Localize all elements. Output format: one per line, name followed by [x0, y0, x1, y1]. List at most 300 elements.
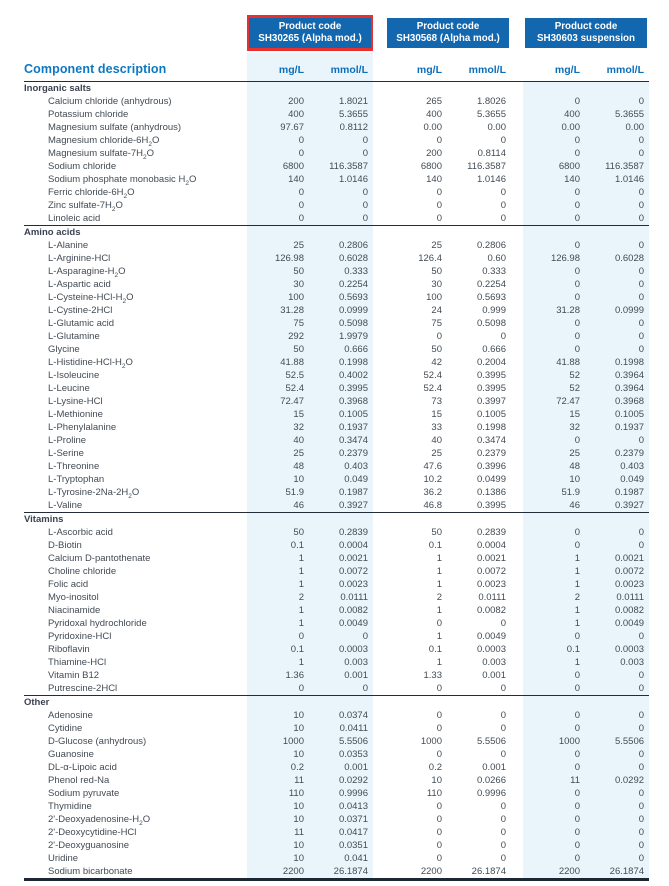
value-cell: 0.2806: [476, 240, 506, 251]
value-cell: 5.3655: [476, 109, 506, 120]
value-cell: 0.8112: [309, 121, 373, 134]
column-gap: [511, 617, 523, 630]
component-name-cell: DL-α-Lipoic acid: [48, 762, 117, 773]
component-name-cell: Uridine: [48, 853, 79, 864]
component-name-cell: Magnesium sulfate-$7H_2O$: [48, 148, 155, 160]
value-cell: 1.36: [247, 669, 309, 682]
empty-cell: [247, 513, 309, 527]
table-row: [24, 630, 649, 643]
value-cell: 0.666: [482, 344, 506, 355]
component-name-cell: L-Arginine-HCl: [48, 253, 111, 264]
column-gap: [511, 578, 523, 591]
value-cell: 52.4: [423, 383, 442, 394]
value-cell: 0.3927: [585, 499, 649, 513]
component-name-cell: Pyridoxal hydrochloride: [48, 618, 147, 629]
value-cell: 0: [247, 186, 309, 199]
component-name-cell: L-Glutamine: [48, 331, 100, 342]
column-gap: [511, 95, 523, 108]
value-cell: 25: [431, 240, 442, 251]
table-row: [24, 291, 649, 304]
value-cell: 0.003: [585, 656, 649, 669]
column-gap: [373, 278, 385, 291]
value-cell: 75: [431, 318, 442, 329]
value-cell: 0: [247, 199, 309, 212]
value-cell: 0.0004: [309, 539, 373, 552]
unit-label-p3-mmol: mmol/L: [606, 64, 645, 76]
value-cell: 0.5693: [476, 292, 506, 303]
value-cell: 1: [436, 579, 442, 590]
value-cell: 0: [247, 134, 309, 147]
empty-cell: [385, 226, 447, 240]
value-cell: 2: [523, 591, 585, 604]
column-gap: [511, 800, 523, 813]
empty-cell: [385, 696, 447, 710]
value-cell: 0.5098: [476, 318, 506, 329]
value-cell: 0: [523, 239, 585, 252]
value-cell: 0: [500, 213, 506, 224]
column-gap: [511, 291, 523, 304]
column-gap: [511, 656, 523, 669]
column-gap: [511, 460, 523, 473]
column-gap: [511, 787, 523, 800]
value-cell: 25: [523, 447, 585, 460]
value-cell: 292: [247, 330, 309, 343]
value-cell: 0: [585, 539, 649, 552]
component-name-cell: L-Isoleucine: [48, 370, 100, 381]
value-cell: 6800: [523, 160, 585, 173]
value-cell: 1000: [247, 735, 309, 748]
empty-cell: [309, 513, 373, 527]
value-cell: 97.67: [247, 121, 309, 134]
value-cell: 0: [500, 618, 506, 629]
table-row: [24, 761, 649, 774]
value-cell: 5.5506: [585, 735, 649, 748]
value-cell: 0: [500, 331, 506, 342]
value-cell: 0: [500, 749, 506, 760]
empty-cell: [447, 226, 511, 240]
value-cell: 0.0004: [476, 540, 506, 551]
value-cell: 0.2004: [476, 357, 506, 368]
column-gap: [373, 539, 385, 552]
value-cell: 0: [309, 212, 373, 226]
column-gap: [511, 356, 523, 369]
component-name-cell: Magnesium chloride-$6H_2O$: [48, 135, 160, 147]
column-gap: [511, 186, 523, 199]
component-name-cell: Putrescine-2HCl: [48, 683, 118, 694]
table-row: [24, 408, 649, 421]
value-cell: 0.2806: [309, 239, 373, 252]
value-cell: 0: [523, 709, 585, 722]
column-gap: [511, 134, 523, 147]
value-cell: 50: [431, 266, 442, 277]
column-gap: [511, 82, 523, 96]
column-gap: [373, 473, 385, 486]
value-cell: 0.1: [523, 643, 585, 656]
value-cell: 0: [247, 630, 309, 643]
column-gap: [511, 591, 523, 604]
value-cell: 0: [523, 291, 585, 304]
table-row: [24, 95, 649, 108]
value-cell: 1: [523, 552, 585, 565]
value-cell: 0.2379: [585, 447, 649, 460]
value-cell: 0.0082: [309, 604, 373, 617]
value-cell: 1.8021: [309, 95, 373, 108]
column-gap: [373, 395, 385, 408]
value-cell: 0.0021: [476, 553, 506, 564]
column-gap: [511, 147, 523, 160]
value-cell: 0: [523, 748, 585, 761]
product-3-code-value: SH30603 suspension: [537, 33, 636, 44]
value-cell: 0.8114: [477, 148, 506, 159]
column-gap: [511, 748, 523, 761]
value-cell: 0: [585, 317, 649, 330]
value-cell: 0.3996: [476, 461, 506, 472]
value-cell: 0.5693: [309, 291, 373, 304]
empty-cell: [523, 696, 585, 710]
table-row: [24, 539, 649, 552]
value-cell: 33: [431, 422, 442, 433]
value-cell: 0: [500, 801, 506, 812]
value-cell: 40: [431, 435, 442, 446]
value-cell: 0: [585, 434, 649, 447]
value-cell: 0.0049: [476, 631, 506, 642]
table-row: [24, 748, 649, 761]
value-cell: 0.0999: [585, 304, 649, 317]
value-cell: 1000: [420, 736, 442, 747]
component-name-cell: Thymidine: [48, 801, 92, 812]
column-gap: [373, 800, 385, 813]
value-cell: 0.0003: [309, 643, 373, 656]
component-name-cell: Calcium chloride (anhydrous): [48, 96, 172, 107]
value-cell: 0.3927: [309, 499, 373, 513]
value-cell: 0.003: [482, 657, 506, 668]
column-gap: [511, 682, 523, 696]
component-name-cell: L-Proline: [48, 435, 87, 446]
value-cell: 32: [247, 421, 309, 434]
table-row: [24, 343, 649, 356]
value-cell: 0: [585, 748, 649, 761]
value-cell: 0: [523, 526, 585, 539]
component-name-cell: Guanosine: [48, 749, 94, 760]
value-cell: 0: [436, 187, 442, 198]
value-cell: 11: [247, 826, 309, 839]
value-cell: 0.0111: [309, 591, 373, 604]
value-cell: 73: [431, 396, 442, 407]
value-cell: 0.0413: [309, 800, 373, 813]
table-row: [24, 499, 649, 513]
value-cell: 0.6028: [585, 252, 649, 265]
value-cell: 0: [436, 814, 442, 825]
unit-label-p2-mg: mg/L: [416, 64, 442, 76]
table-row: [24, 147, 649, 160]
value-cell: 31.28: [247, 304, 309, 317]
component-name-cell: Folic acid: [48, 579, 89, 590]
value-cell: 52: [523, 369, 585, 382]
value-cell: 116.3587: [585, 160, 649, 173]
component-name-cell: Vitamin B12: [48, 670, 100, 681]
column-gap: [373, 53, 385, 82]
value-cell: 0.3995: [476, 383, 506, 394]
value-cell: 0.0072: [476, 566, 506, 577]
value-cell: 0.3964: [585, 369, 649, 382]
value-cell: 0: [523, 787, 585, 800]
value-cell: 0: [436, 840, 442, 851]
value-cell: 0.1987: [585, 486, 649, 499]
value-cell: 0: [436, 200, 442, 211]
value-cell: 1.0146: [309, 173, 373, 186]
column-gap: [373, 460, 385, 473]
column-gap: [373, 265, 385, 278]
component-name-cell: 2'-Deoxyguanosine: [48, 840, 130, 851]
empty-cell: [385, 82, 447, 96]
value-cell: 0: [523, 761, 585, 774]
value-cell: 10: [431, 775, 442, 786]
value-cell: 0: [500, 187, 506, 198]
value-cell: 0: [585, 291, 649, 304]
value-cell: 1: [523, 578, 585, 591]
column-gap: [373, 486, 385, 499]
column-gap: [373, 199, 385, 212]
value-cell: 30: [431, 279, 442, 290]
value-cell: 0.1998: [309, 356, 373, 369]
column-gap: [511, 369, 523, 382]
value-cell: 126.98: [523, 252, 585, 265]
column-gap: [373, 591, 385, 604]
value-cell: 0.3997: [476, 396, 506, 407]
column-gap: [373, 447, 385, 460]
component-name-cell: Niacinamide: [48, 605, 101, 616]
unit-header-row: [24, 53, 649, 82]
table-row: [24, 800, 649, 813]
value-cell: 0: [523, 722, 585, 735]
value-cell: 10: [247, 473, 309, 486]
column-gap: [511, 826, 523, 839]
table-row: [24, 682, 649, 696]
value-cell: 50: [247, 265, 309, 278]
value-cell: 10: [523, 473, 585, 486]
value-cell: 0.1937: [309, 421, 373, 434]
table-row: [24, 565, 649, 578]
value-cell: 0: [523, 343, 585, 356]
value-cell: 0: [523, 330, 585, 343]
value-cell: 0.9996: [476, 788, 506, 799]
value-cell: 0: [585, 212, 649, 226]
value-cell: 0.1937: [585, 421, 649, 434]
value-cell: 0.1: [428, 540, 442, 551]
table-row: [24, 278, 649, 291]
component-name-cell: L-Alanine: [48, 240, 89, 251]
value-cell: 0: [585, 343, 649, 356]
value-cell: 0: [585, 709, 649, 722]
column-gap: [511, 709, 523, 722]
value-cell: 48: [247, 460, 309, 473]
column-gap: [373, 147, 385, 160]
section-header-row: [24, 696, 649, 710]
column-gap: [511, 486, 523, 499]
column-gap: [373, 304, 385, 317]
column-gap: [373, 578, 385, 591]
value-cell: 0: [585, 265, 649, 278]
value-cell: 0: [523, 147, 585, 160]
empty-cell: [523, 513, 585, 527]
column-gap: [511, 669, 523, 682]
column-gap: [511, 552, 523, 565]
value-cell: 46: [247, 499, 309, 513]
column-gap: [373, 160, 385, 173]
value-cell: 75: [247, 317, 309, 330]
value-cell: 400: [247, 108, 309, 121]
value-cell: 0.0023: [585, 578, 649, 591]
unit-label-p2-mmol: mmol/L: [468, 64, 506, 76]
value-cell: 1.8026: [476, 96, 506, 107]
table-row: [24, 460, 649, 473]
value-cell: 0: [436, 749, 442, 760]
component-name-cell: L-Tryptophan: [48, 474, 105, 485]
column-gap: [373, 748, 385, 761]
value-cell: 0.3995: [309, 382, 373, 395]
column-gap: [511, 212, 523, 226]
value-cell: 0.1987: [309, 486, 373, 499]
column-gap: [373, 369, 385, 382]
column-gap: [511, 774, 523, 787]
value-cell: 10: [247, 839, 309, 852]
table-row: [24, 826, 649, 839]
component-name-cell: L-Lysine-HCl: [48, 396, 103, 407]
value-cell: 0.999: [482, 305, 506, 316]
value-cell: 0: [523, 539, 585, 552]
value-cell: 1: [247, 656, 309, 669]
unit-label-p1-mg: mg/L: [247, 53, 309, 82]
value-cell: 116.3587: [309, 160, 373, 173]
value-cell: 0: [523, 186, 585, 199]
value-cell: 0.2839: [476, 527, 506, 538]
column-gap: [511, 160, 523, 173]
column-gap: [373, 722, 385, 735]
value-cell: 50: [431, 527, 442, 538]
value-cell: 1.33: [423, 670, 442, 681]
value-cell: 140: [247, 173, 309, 186]
product-3-code-label: Product code: [554, 20, 618, 32]
value-cell: 0: [585, 839, 649, 852]
column-gap: [373, 212, 385, 226]
product-header-cell-2: [385, 15, 511, 53]
column-gap: [373, 291, 385, 304]
component-name-cell: L-Ascorbic acid: [48, 527, 113, 538]
value-cell: 0.3968: [309, 395, 373, 408]
value-cell: 0.0499: [476, 474, 506, 485]
value-cell: 41.88: [523, 356, 585, 369]
value-cell: 0: [247, 682, 309, 696]
empty-cell: [385, 513, 447, 527]
value-cell: 0: [309, 682, 373, 696]
value-cell: 50: [247, 343, 309, 356]
value-cell: 31.28: [523, 304, 585, 317]
component-name-cell: D-Biotin: [48, 540, 82, 551]
column-gap: [373, 434, 385, 447]
value-cell: 15: [431, 409, 442, 420]
value-cell: 1: [436, 631, 442, 642]
value-cell: 0.001: [309, 761, 373, 774]
table-row: [24, 722, 649, 735]
value-cell: 2: [436, 592, 442, 603]
component-name-cell: Sodium chloride: [48, 161, 117, 172]
table-row: [24, 578, 649, 591]
component-name-cell: Sodium phosphate monobasic $H_2O$: [48, 174, 197, 186]
value-cell: 0: [585, 95, 649, 108]
component-name-cell: Glycine: [48, 344, 80, 355]
section-title: Inorganic salts: [24, 82, 247, 96]
value-cell: 1: [247, 578, 309, 591]
value-cell: 6800: [247, 160, 309, 173]
column-gap: [373, 552, 385, 565]
component-name-cell: $2'-Deoxyadenosine-H_2O$: [48, 814, 151, 826]
column-gap: [511, 604, 523, 617]
value-cell: 0.0049: [309, 617, 373, 630]
value-cell: 0.0021: [309, 552, 373, 565]
component-name-cell: 2'-Deoxycytidine-HCl: [48, 827, 137, 838]
value-cell: 32: [523, 421, 585, 434]
value-cell: 100: [426, 292, 442, 303]
value-cell: 0.1005: [585, 408, 649, 421]
value-cell: 0: [309, 134, 373, 147]
component-name-cell: Cytidine: [48, 723, 83, 734]
value-cell: 0.2: [247, 761, 309, 774]
value-cell: 110: [247, 787, 309, 800]
value-cell: 0.333: [482, 266, 506, 277]
value-cell: 0.3968: [585, 395, 649, 408]
component-name-cell: L-Valine: [48, 500, 83, 511]
column-gap: [373, 852, 385, 865]
column-gap: [373, 761, 385, 774]
value-cell: 2: [247, 591, 309, 604]
component-description-label: Component description: [24, 62, 167, 76]
product-2-code-label: Product code: [416, 20, 480, 32]
value-cell: 0.2379: [476, 448, 506, 459]
value-cell: 0: [523, 826, 585, 839]
table-row: [24, 526, 649, 539]
value-cell: 0.00: [585, 121, 649, 134]
component-name-cell: $L-Asparagine-H_2O$: [48, 266, 126, 278]
value-cell: 0: [523, 434, 585, 447]
value-cell: 0.1005: [476, 409, 506, 420]
table-row: [24, 356, 649, 369]
table-row: [24, 735, 649, 748]
value-cell: 0: [523, 317, 585, 330]
value-cell: 0.9996: [309, 787, 373, 800]
component-name-cell: $L-Histidine-HCl-H_2O$: [48, 357, 133, 369]
column-gap: [511, 317, 523, 330]
value-cell: 10: [247, 852, 309, 865]
column-gap: [511, 499, 523, 513]
value-cell: 50: [431, 344, 442, 355]
component-name-cell: Linoleic acid: [48, 213, 101, 224]
value-cell: 0.403: [309, 460, 373, 473]
value-cell: 0.001: [482, 762, 506, 773]
value-cell: 1: [247, 617, 309, 630]
table-row: [24, 252, 649, 265]
value-cell: 10: [247, 800, 309, 813]
empty-cell: [309, 226, 373, 240]
product-header-cell-3: [523, 15, 649, 53]
value-cell: 50: [247, 526, 309, 539]
table-row: [24, 839, 649, 852]
value-cell: 0.0021: [585, 552, 649, 565]
column-gap: [373, 134, 385, 147]
column-gap: [373, 121, 385, 134]
column-gap: [511, 865, 523, 880]
value-cell: 0.0072: [309, 565, 373, 578]
value-cell: 2200: [523, 865, 585, 880]
